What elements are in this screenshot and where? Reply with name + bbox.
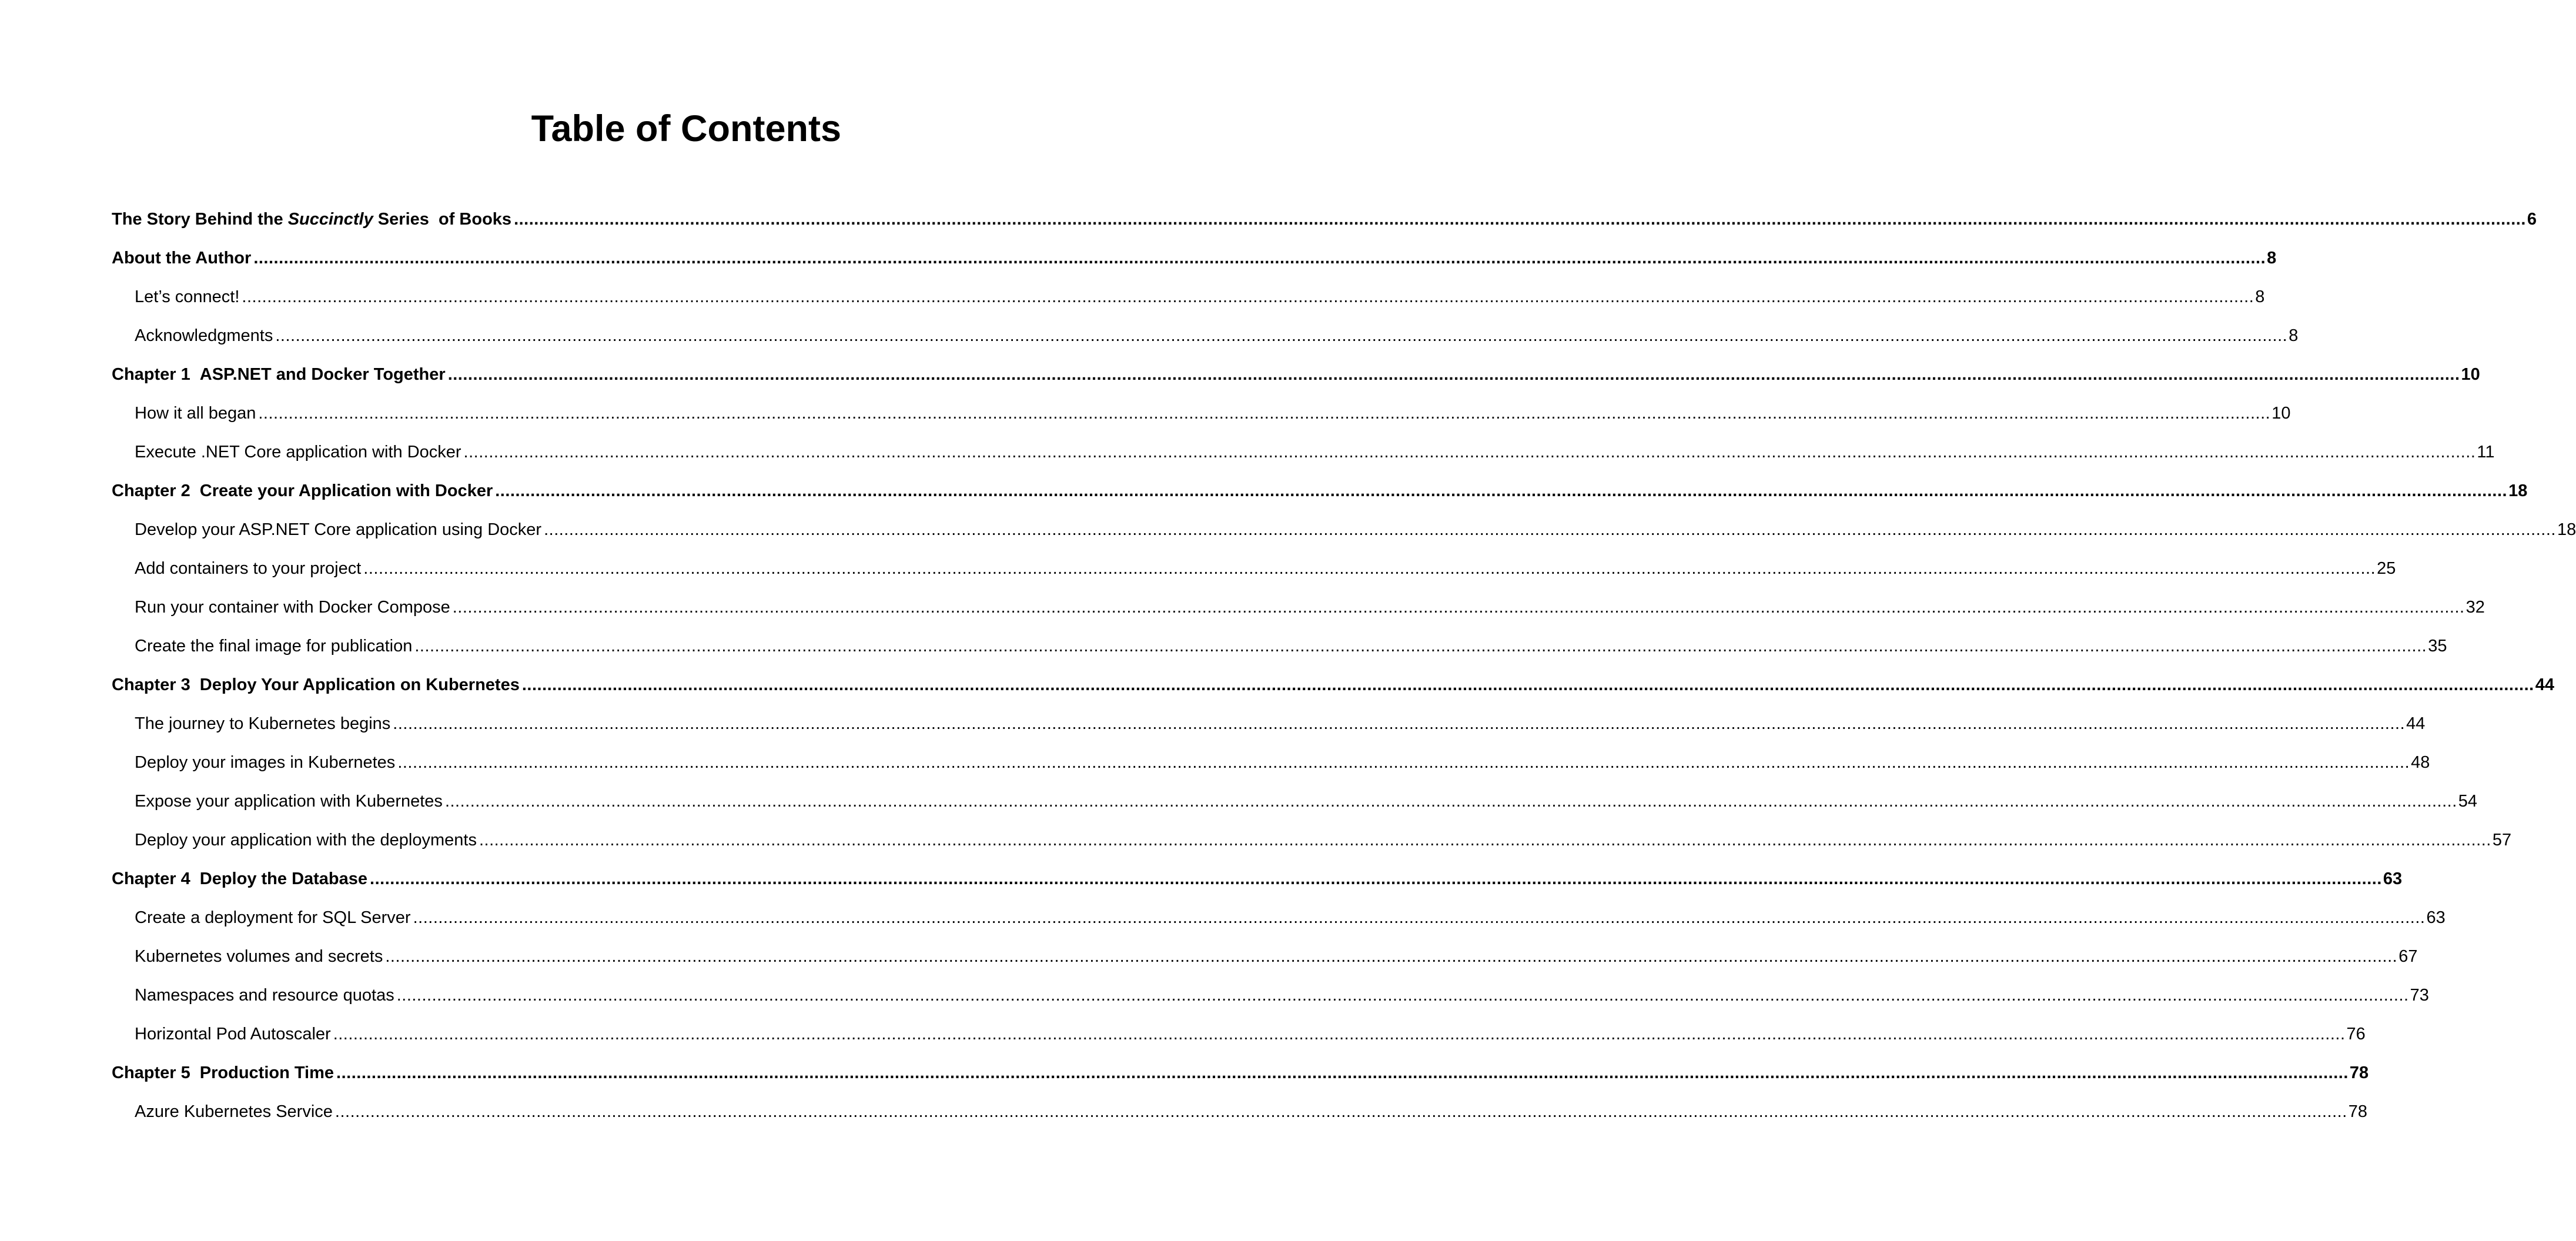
toc-entry-title: Deploy the Database: [199, 869, 368, 888]
chapter-number: Chapter 5: [112, 1063, 190, 1082]
toc-page-number: 6: [2527, 210, 2537, 229]
toc-page-number: 44: [2406, 714, 2426, 733]
dot-leader: ................................................................................................................................................................................................................................................................................................................................................................................................................: [393, 714, 2406, 733]
toc-entry-label: [135, 510, 541, 549]
toc-entry-title-part: Series of Books: [373, 210, 512, 229]
dot-leader: ................................................................................................................................................................................................................................................................................................................................................................................................................: [333, 1025, 2346, 1043]
toc-entry-level-2[interactable]: [112, 433, 2495, 471]
toc-entry-level-2[interactable]: [112, 549, 2396, 588]
page-title: Table of Contents: [531, 108, 841, 149]
dot-leader: ................................................................................................................................................................................................................................................................................................................................................................................................................: [544, 520, 2556, 539]
dot-leader: ................................................................................................................................................................................................................................................................................................................................................................................................................: [385, 947, 2398, 966]
toc-entry-label: [135, 433, 461, 471]
chapter-number: Chapter 2: [112, 481, 190, 500]
toc-entry-level-2[interactable]: [112, 588, 2485, 627]
toc-entry-label: [135, 704, 390, 743]
toc-entry-label: [112, 471, 493, 510]
toc-entry-level-2[interactable]: [112, 782, 2478, 821]
toc-entry-level-1[interactable]: [112, 239, 2277, 277]
dot-leader: ................................................................................................................................................................................................................................................................................................................................................................................................................: [463, 443, 2476, 461]
toc-entry-level-2[interactable]: [112, 1015, 2366, 1053]
dot-leader: ................................................................................................................................................................................................................................................................................................................................................................................................................: [363, 559, 2376, 578]
toc-page-number: 10: [2461, 365, 2480, 384]
toc-page-number: 67: [2398, 947, 2418, 966]
toc-entry-label: [112, 665, 520, 704]
toc-entry-title: Create your Application with Docker: [199, 481, 493, 500]
toc-entry-title: ASP.NET and Docker Together: [199, 365, 446, 384]
toc-page-number: 32: [2465, 598, 2485, 617]
toc-entry-title: Kubernetes volumes and secrets: [135, 947, 383, 966]
toc-entry-level-2[interactable]: [112, 277, 2265, 316]
toc-entry-title: Deploy your application with the deployments: [135, 831, 477, 849]
toc-entry-label: [135, 394, 256, 433]
toc-entry-label: [135, 1015, 331, 1053]
toc-entry-level-2[interactable]: [112, 937, 2418, 976]
toc-page-number: 63: [2426, 908, 2445, 927]
dot-leader: ................................................................................................................................................................................................................................................................................................................................................................................................................: [452, 598, 2465, 617]
toc-entry-title: Horizontal Pod Autoscaler: [135, 1025, 331, 1043]
toc-entry-level-2[interactable]: [112, 821, 2512, 859]
dot-leader: ................................................................................................................................................................................................................................................................................................................................................................................................................: [242, 287, 2254, 306]
toc-entry-title: Production Time: [199, 1063, 334, 1082]
toc-entry-label: [135, 898, 411, 937]
toc-entry-level-2[interactable]: [112, 743, 2430, 782]
dot-leader: ................................................................................................................................................................................................................................................................................................................................................................................................................: [370, 869, 2382, 888]
toc-entry-title: Azure Kubernetes Service: [135, 1102, 333, 1121]
dot-leader: ................................................................................................................................................................................................................................................................................................................................................................................................................: [413, 908, 2426, 927]
toc-page-number: 44: [2535, 675, 2554, 694]
dot-leader: ................................................................................................................................................................................................................................................................................................................................................................................................................: [495, 481, 2508, 500]
toc-entry-label: [112, 1053, 334, 1092]
toc-page-number: 11: [2477, 443, 2495, 461]
toc-entry-label: [135, 976, 394, 1015]
toc-page-number: 48: [2411, 753, 2430, 772]
dot-leader: ................................................................................................................................................................................................................................................................................................................................................................................................................: [521, 675, 2534, 694]
chapter-number: Chapter 1: [112, 365, 190, 384]
chapter-number: Chapter 4: [112, 869, 190, 888]
toc-entry-title: Acknowledgments: [135, 326, 273, 345]
toc-entry-label: [135, 316, 273, 355]
toc-entry-level-1[interactable]: [112, 200, 2537, 239]
toc-page-number: 10: [2271, 404, 2291, 423]
dot-leader: ................................................................................................................................................................................................................................................................................................................................................................................................................: [253, 249, 2266, 267]
toc-entry-level-1[interactable]: [112, 665, 2554, 704]
toc-page-number: 73: [2410, 986, 2429, 1005]
toc-page-number: 8: [2255, 287, 2265, 306]
toc-entry-title: Namespaces and resource quotas: [135, 986, 394, 1005]
toc-entry-label: [135, 277, 239, 316]
toc-entry-title: Execute .NET Core application with Docker: [135, 443, 461, 461]
toc-entry-level-1[interactable]: [112, 355, 2480, 394]
toc-entry-title: Let’s connect!: [135, 287, 240, 306]
toc-entry-label: [112, 200, 511, 239]
chapter-number: Chapter 3: [112, 675, 190, 694]
dot-leader: ................................................................................................................................................................................................................................................................................................................................................................................................................: [414, 637, 2427, 655]
dot-leader: ................................................................................................................................................................................................................................................................................................................................................................................................................: [336, 1063, 2348, 1082]
toc-page-number: 78: [2349, 1063, 2369, 1082]
toc-entry-title: How it all began: [135, 404, 256, 423]
toc-entry-label: [135, 1092, 333, 1131]
dot-leader: ................................................................................................................................................................................................................................................................................................................................................................................................................: [396, 986, 2409, 1005]
toc-entry-level-2[interactable]: [112, 704, 2426, 743]
toc-entry-title-part: The Story Behind the: [112, 210, 288, 229]
table-of-contents: [112, 200, 2576, 1131]
toc-entry-title: Expose your application with Kubernetes: [135, 792, 443, 811]
toc-page-number: 54: [2458, 792, 2478, 811]
toc-entry-title: Run your container with Docker Compose: [135, 598, 450, 617]
toc-entry-level-1[interactable]: [112, 859, 2403, 898]
toc-entry-level-2[interactable]: [112, 510, 2576, 549]
toc-entry-label: [135, 743, 395, 782]
toc-entry-title-italic: Succinctly: [287, 210, 373, 229]
toc-entry-title: Create a deployment for SQL Server: [135, 908, 411, 927]
toc-page-number: 57: [2492, 831, 2512, 849]
toc-page-number: 25: [2377, 559, 2396, 578]
toc-entry-level-2[interactable]: [112, 627, 2447, 665]
toc-entry-label: [135, 549, 361, 588]
toc-page-number: 78: [2348, 1102, 2368, 1121]
toc-page-number: 35: [2428, 637, 2447, 655]
toc-page-number: 63: [2383, 869, 2403, 888]
dot-leader: ................................................................................................................................................................................................................................................................................................................................................................................................................: [514, 210, 2526, 229]
toc-entry-label: [135, 937, 383, 976]
toc-entry-title: The journey to Kubernetes begins: [135, 714, 391, 733]
toc-entry-title: Develop your ASP.NET Core application using Docker: [135, 520, 542, 539]
dot-leader: ................................................................................................................................................................................................................................................................................................................................................................................................................: [447, 365, 2460, 384]
toc-entry-label: [135, 627, 412, 665]
toc-entry-level-2[interactable]: [112, 394, 2291, 433]
toc-entry-level-2[interactable]: [112, 316, 2299, 355]
toc-entry-title: Deploy Your Application on Kubernetes: [199, 675, 520, 694]
dot-leader: ................................................................................................................................................................................................................................................................................................................................................................................................................: [444, 792, 2457, 811]
toc-entry-title: Deploy your images in Kubernetes: [135, 753, 396, 772]
toc-entry-title: Add containers to your project: [135, 559, 362, 578]
toc-entry-title: About the Author: [112, 249, 252, 267]
dot-leader: ................................................................................................................................................................................................................................................................................................................................................................................................................: [479, 831, 2491, 849]
toc-entry-level-1[interactable]: [112, 1053, 2369, 1092]
toc-entry-level-2[interactable]: [112, 898, 2445, 937]
toc-entry-level-2[interactable]: [112, 976, 2429, 1015]
dot-leader: ................................................................................................................................................................................................................................................................................................................................................................................................................: [397, 753, 2410, 772]
toc-entry-level-1[interactable]: [112, 471, 2528, 510]
toc-entry-level-2[interactable]: [112, 1092, 2368, 1131]
toc-entry-label: [112, 859, 367, 898]
toc-page-number: 76: [2346, 1025, 2366, 1043]
toc-entry-label: [135, 588, 450, 627]
toc-page-number: 8: [2267, 249, 2277, 267]
toc-entry-label: [135, 782, 443, 821]
dot-leader: ................................................................................................................................................................................................................................................................................................................................................................................................................: [275, 326, 2288, 345]
toc-entry-title: Create the final image for publication: [135, 637, 413, 655]
toc-page-number: 8: [2289, 326, 2299, 345]
toc-entry-label: [112, 239, 251, 277]
toc-entry-label: [112, 355, 446, 394]
dot-leader: ................................................................................................................................................................................................................................................................................................................................................................................................................: [334, 1102, 2347, 1121]
dot-leader: ................................................................................................................................................................................................................................................................................................................................................................................................................: [258, 404, 2271, 423]
toc-page-number: 18: [2557, 520, 2576, 539]
toc-entry-label: [135, 821, 477, 859]
toc-page-number: 18: [2508, 481, 2528, 500]
